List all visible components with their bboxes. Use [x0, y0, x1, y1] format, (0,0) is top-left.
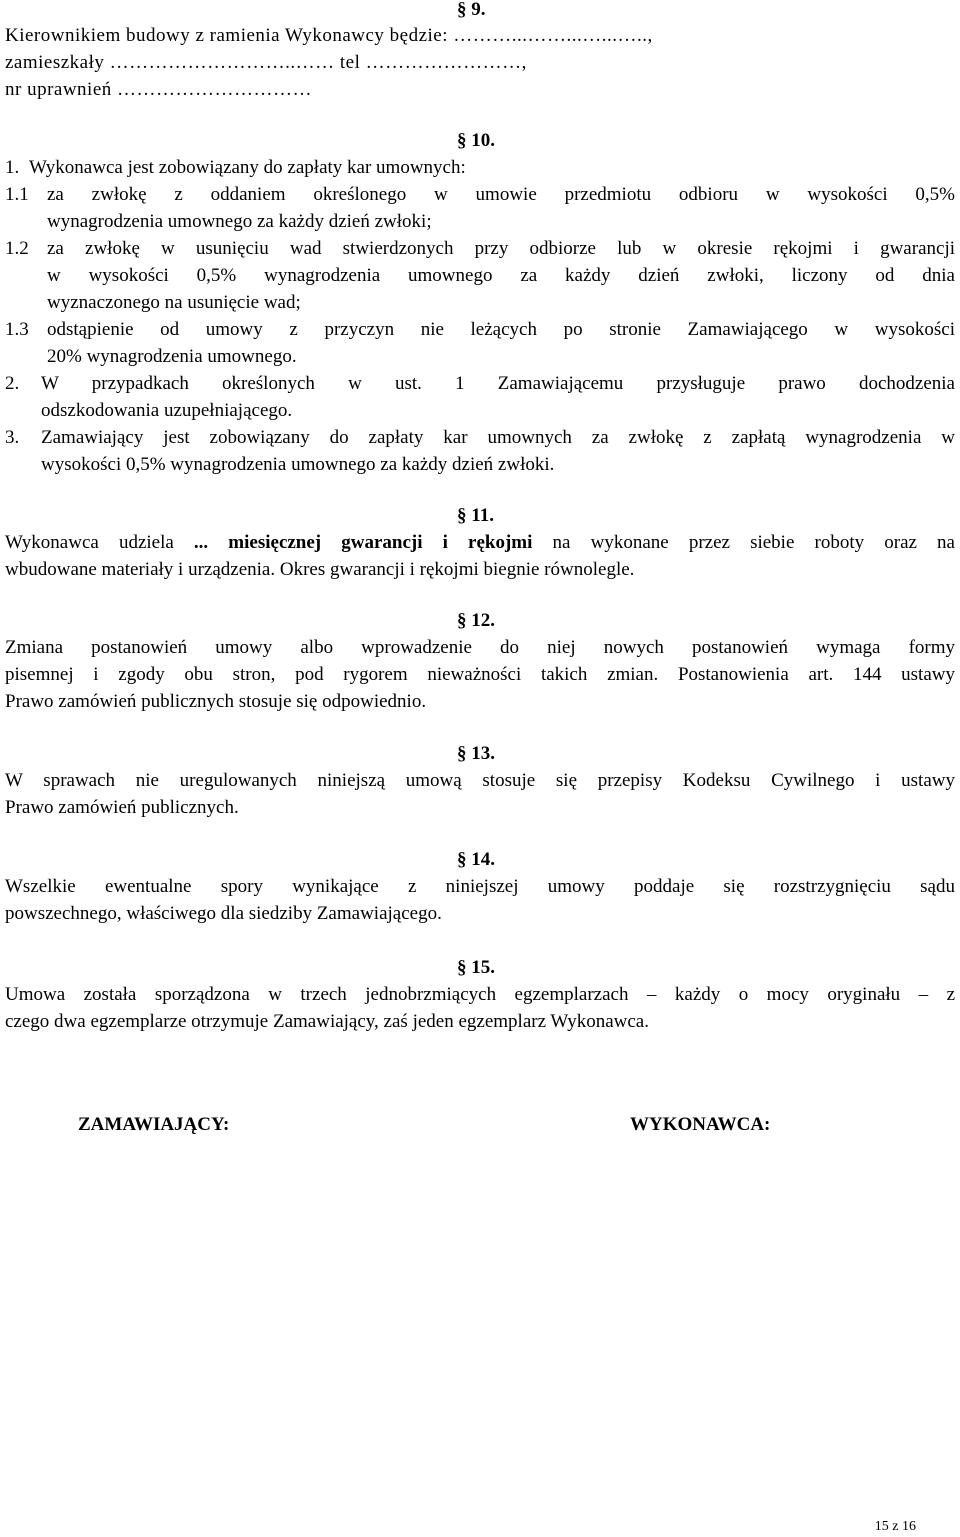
- item-text: wysokości 0,5% wynagrodzenia umownego za każdy dzień zwłoki.: [41, 454, 555, 475]
- warranty-term: miesięcznej gwarancji i rękojmi: [228, 532, 533, 553]
- address-phone-line: zamieszkały ………………………..…… tel ……………………,: [5, 52, 527, 73]
- warranty-text-a: Wykonawca udziela: [5, 532, 174, 553]
- section-12-heading: § 12.: [457, 610, 495, 631]
- item-text: odstąpienie od umowy z przyczyn nie leżących po stronie Zamawiającego w wysokości: [47, 319, 955, 340]
- item-number: 1.: [5, 157, 20, 178]
- paragraph-line: W sprawach nie uregulowanych niniejszą umową stosuje się przepisy Kodeksu Cywilnego i ustawy: [5, 770, 955, 791]
- warranty-line: [5, 529, 955, 556]
- paragraph-line: Zmiana postanowień umowy albo wprowadzenie do niej nowych postanowień wymaga formy: [5, 637, 955, 658]
- paragraph-line: Wszelkie ewentualne spory wynikające z niniejszej umowy poddaje się rozstrzygnięciu sądu: [5, 876, 955, 897]
- section-15-heading: § 15.: [457, 957, 495, 978]
- item-number: 1.3: [5, 319, 29, 340]
- paragraph-line: pisemnej i zgody obu stron, pod rygorem nieważności takich zmian. Postanowienia art. 144 ustawy: [5, 664, 955, 685]
- paragraph-line: Umowa została sporządzona w trzech jednobrzmiących egzemplarzach – każdy o mocy oryginału – z: [5, 984, 955, 1005]
- warranty-text-d: na wykonane przez siebie roboty oraz na: [552, 532, 955, 553]
- page-number: 15 z 16: [874, 1519, 916, 1534]
- section-10-heading: § 10.: [457, 130, 495, 151]
- item-text: 20% wynagrodzenia umownego.: [47, 346, 297, 367]
- warranty-line-2: wbudowane materiały i urządzenia. Okres gwarancji i rękojmi biegnie równolegle.: [5, 559, 635, 580]
- item-text: w wysokości 0,5% wynagrodzenia umownego za każdy dzień zwłoki, liczony od dnia: [47, 265, 955, 286]
- item-text: za zwłokę z oddaniem określonego w umowie przedmiotu odbioru w wysokości 0,5%: [47, 184, 955, 205]
- item-text: wyznaczonego na usunięcie wad;: [47, 292, 301, 313]
- site-manager-line: Kierownikiem budowy z ramienia Wykonawcy będzie: ………...……...…...…..,: [5, 25, 653, 46]
- item-number: 1.2: [5, 238, 29, 259]
- paragraph-line: Prawo zamówień publicznych.: [5, 797, 239, 818]
- signature-ordering-party: ZAMAWIAJĄCY:: [78, 1114, 230, 1135]
- item-number: 1.1: [5, 184, 29, 205]
- paragraph-line: powszechnego, właściwego dla siedziby Zamawiającego.: [5, 903, 442, 924]
- section-14-heading: § 14.: [457, 849, 495, 870]
- license-number-line: nr uprawnień …………………………: [5, 79, 313, 100]
- section-11-heading: § 11.: [457, 505, 494, 526]
- paragraph-line: czego dwa egzemplarze otrzymuje Zamawiający, zaś jeden egzemplarz Wykonawca.: [5, 1011, 649, 1032]
- item-text: za zwłokę w usunięciu wad stwierdzonych przy odbiorze lub w okresie rękojmi i gwarancji: [47, 238, 955, 259]
- section-13-heading: § 13.: [457, 743, 495, 764]
- item-text: Wykonawca jest zobowiązany do zapłaty kar umownych:: [29, 157, 466, 178]
- signature-contractor: WYKONAWCA:: [630, 1114, 771, 1135]
- warranty-months-placeholder: ...: [193, 532, 209, 553]
- item-number: 2.: [5, 373, 20, 394]
- item-number: 3.: [5, 427, 20, 448]
- item-text: W przypadkach określonych w ust. 1 Zamawiającemu przysługuje prawo dochodzenia: [41, 373, 955, 394]
- item-text: odszkodowania uzupełniającego.: [41, 400, 293, 421]
- item-text: Zamawiający jest zobowiązany do zapłaty kar umownych za zwłokę z zapłatą wynagrodzenia w: [41, 427, 955, 448]
- item-text: wynagrodzenia umownego za każdy dzień zwłoki;: [47, 211, 432, 232]
- section-9-heading: § 9.: [457, 0, 486, 20]
- paragraph-line: Prawo zamówień publicznych stosuje się odpowiednio.: [5, 691, 427, 712]
